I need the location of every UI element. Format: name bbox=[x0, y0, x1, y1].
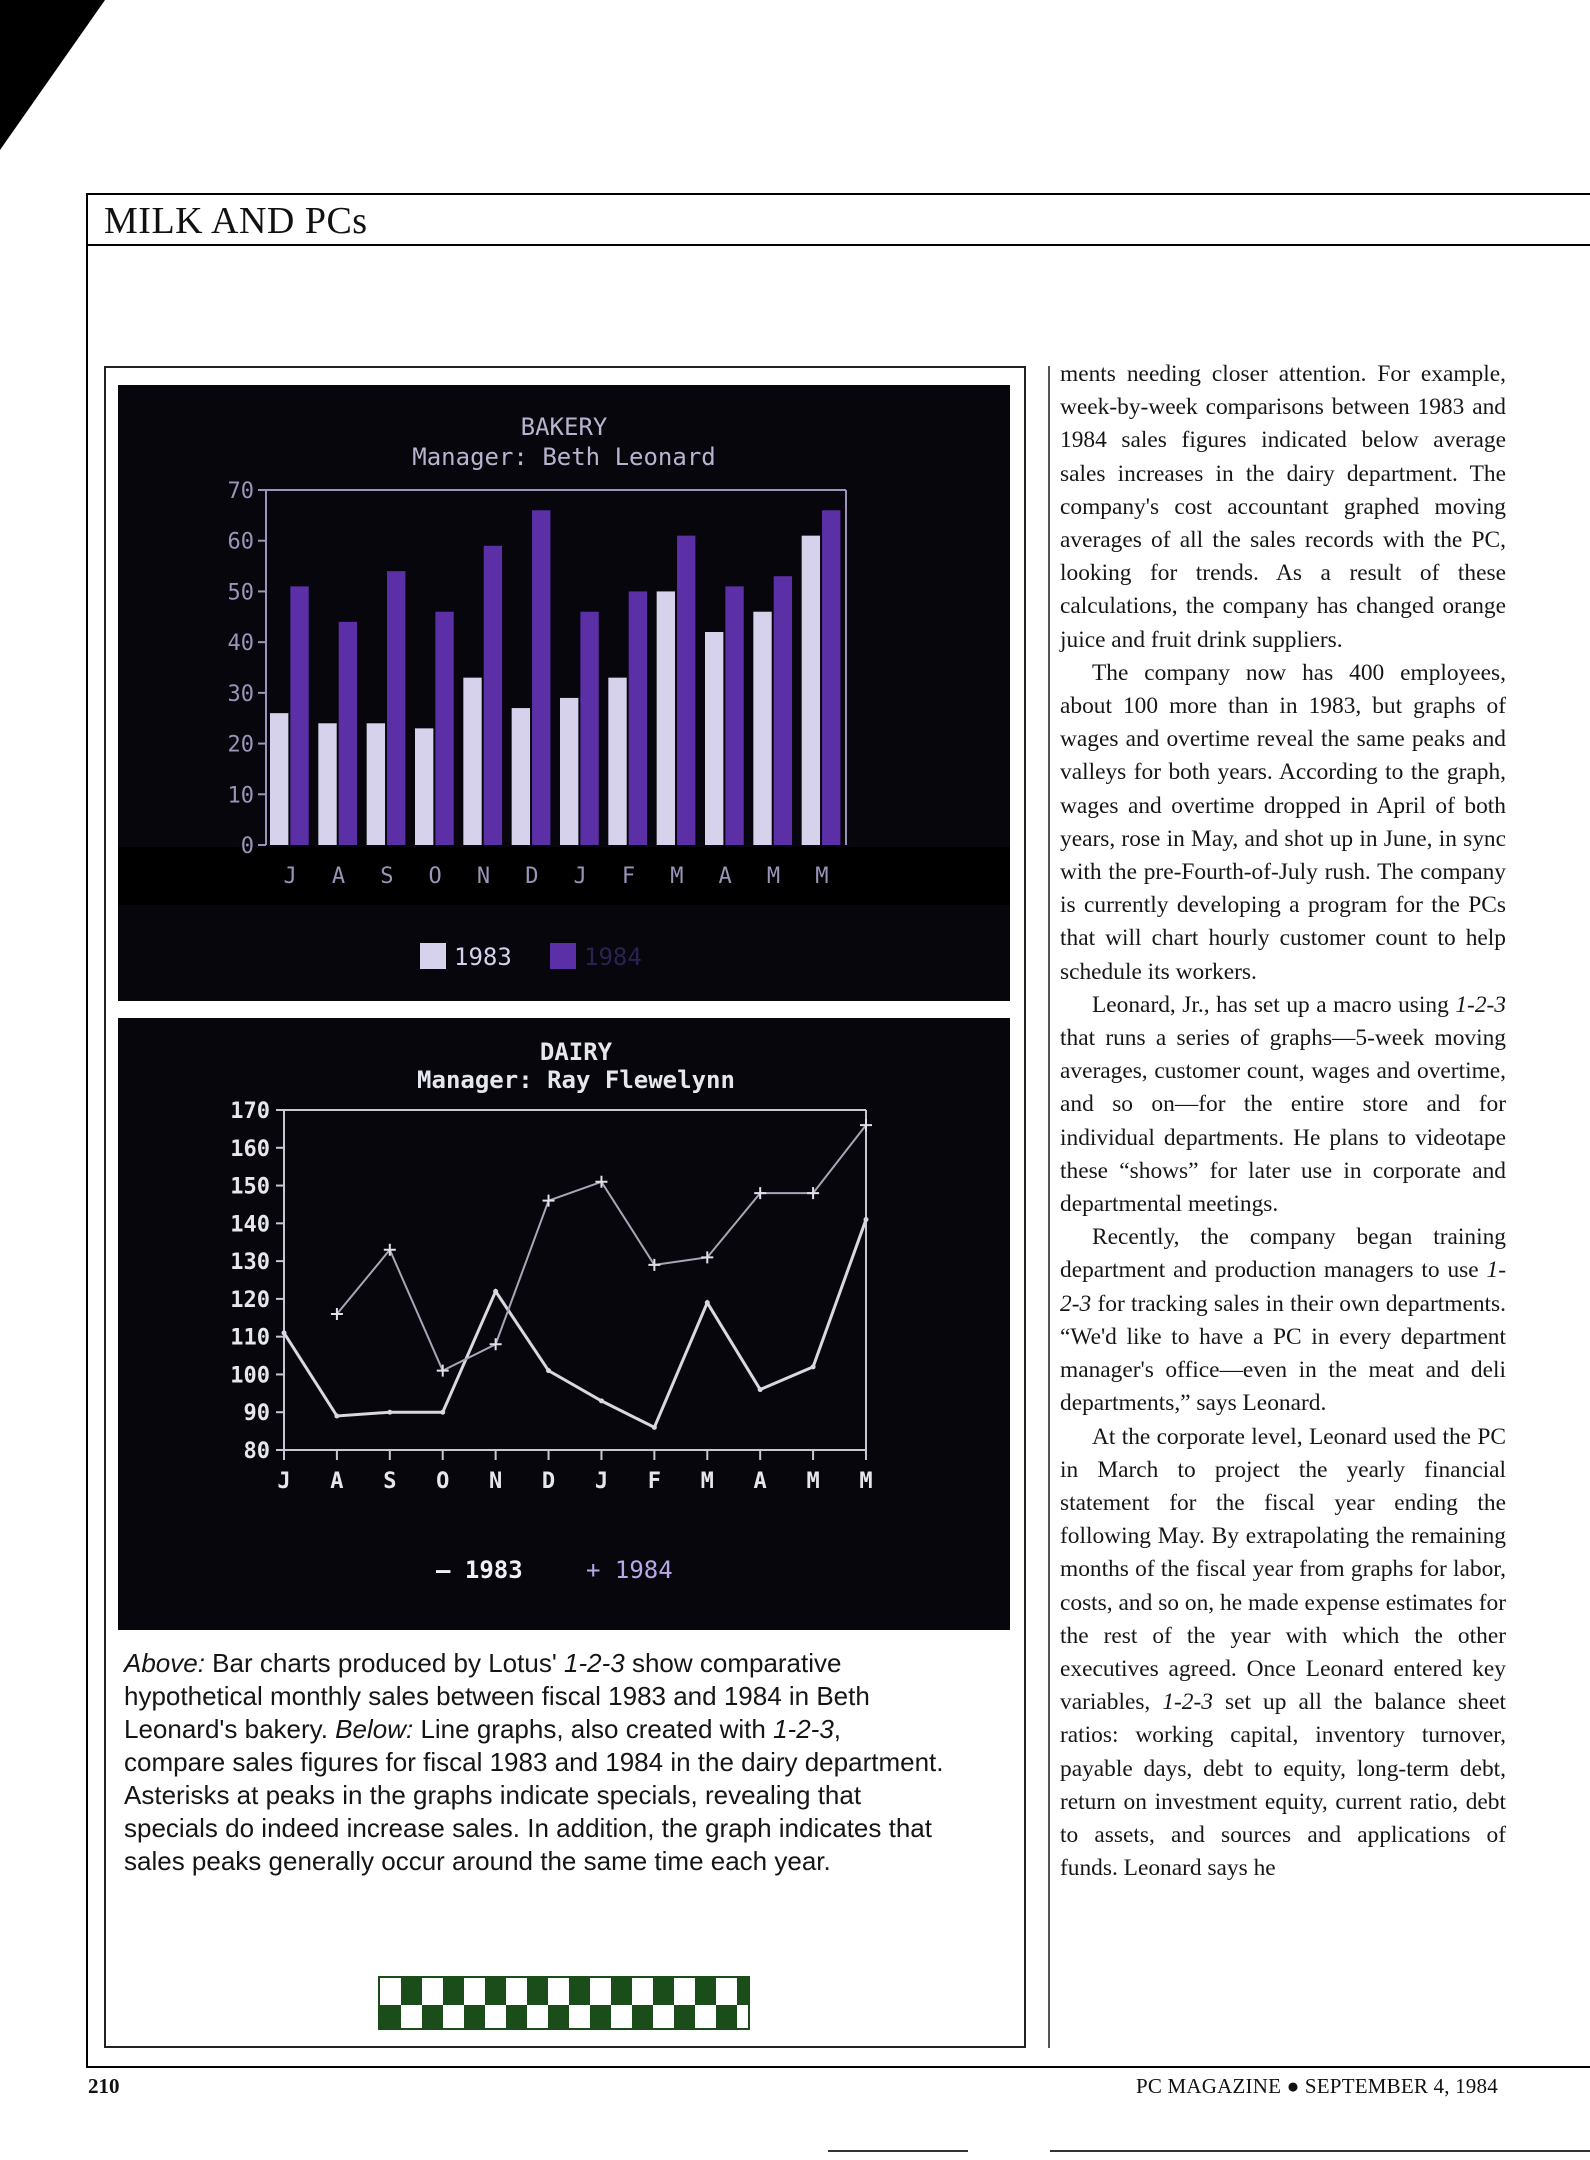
running-footer: PC MAGAZINE ● SEPTEMBER 4, 1984 bbox=[1136, 2074, 1498, 2098]
dairy-line-1984 bbox=[337, 1125, 866, 1371]
page-frame-left bbox=[86, 246, 88, 2068]
dairy-y-tick-label: 120 bbox=[230, 1287, 270, 1313]
p3-text-b: that runs a series of graphs—5-week moving averages, customer count, wages and overtime, and so on—for the entire store and for individual departments. He plans to videotape these “shows” for later use in corporate and departmental meetings. bbox=[1060, 1025, 1506, 1218]
bakery-x-tick-label: N bbox=[476, 864, 491, 889]
dairy-point-1983 bbox=[493, 1289, 498, 1294]
caption-below-label: Below: bbox=[335, 1714, 414, 1744]
corner-crop-mark bbox=[0, 0, 105, 150]
dairy-point-1983 bbox=[864, 1217, 869, 1222]
bakery-bar-1984 bbox=[822, 510, 840, 845]
bakery-y-tick-label: 40 bbox=[227, 631, 254, 657]
figure-caption bbox=[124, 1647, 944, 1878]
bakery-bar-1983 bbox=[608, 678, 626, 845]
dairy-y-tick-label: 100 bbox=[230, 1363, 270, 1389]
p5-text-b: set up all the balance sheet ratios: working capital, inventory turnover, payable days, debt to equity, long-term debt, return on investment equity, current ratio, debt to assets, and sources and applications of funds. Leonard says he bbox=[1060, 1689, 1506, 1882]
dairy-point-1984 bbox=[595, 1176, 607, 1188]
caption-below-text-2: , compare sales figures for fiscal 1983 and 1984 in the dairy department. Asterisks at peaks in the graphs indicate specials, revealing that specials do indeed increase sales. In addition, the graph indicates that sales peaks generally occur around the same time each year. bbox=[124, 1714, 944, 1876]
bakery-x-tick-label: S bbox=[380, 864, 394, 889]
dairy-point-1984 bbox=[437, 1365, 449, 1377]
dairy-y-tick-label: 140 bbox=[230, 1212, 270, 1238]
dairy-point-1983 bbox=[546, 1368, 551, 1373]
p4-text-a: Recently, the company began training department and production managers to use bbox=[1060, 1224, 1506, 1284]
dairy-x-tick-label: J bbox=[594, 1469, 609, 1494]
dairy-point-1983 bbox=[705, 1300, 710, 1305]
caption-above-label: Above: bbox=[124, 1648, 205, 1678]
bakery-x-tick-label: A bbox=[718, 864, 732, 889]
bakery-y-tick-label: 0 bbox=[240, 834, 254, 859]
bakery-bar-1984 bbox=[677, 536, 695, 845]
bakery-bar-1984 bbox=[725, 586, 743, 845]
bakery-bar-1984 bbox=[339, 622, 357, 845]
bakery-bar-1984 bbox=[435, 612, 453, 845]
bakery-y-tick-label: 30 bbox=[227, 681, 254, 707]
dairy-line-chart bbox=[118, 1018, 1010, 1630]
dairy-x-tick-label: J bbox=[277, 1469, 291, 1494]
bakery-x-tick-label: M bbox=[670, 864, 684, 889]
dairy-x-tick-label: A bbox=[753, 1469, 767, 1494]
bakery-bar-1983 bbox=[560, 698, 578, 845]
dairy-legend-1983: — 1983 bbox=[436, 1556, 523, 1584]
bakery-bar-1983 bbox=[463, 678, 481, 845]
dairy-line-1983 bbox=[284, 1220, 866, 1428]
caption-above-text-2: show comparative hypothetical monthly sales between fiscal 1983 and 1984 in Beth Leonard's bakery. bbox=[124, 1648, 870, 1744]
bakery-y-tick-label: 50 bbox=[227, 580, 254, 606]
dairy-point-1983 bbox=[652, 1425, 657, 1430]
article-paragraph-1: ments needing closer attention. For example, week-by-week comparisons between 1983 and 1984 sales figures indicated below average sales increases in the dairy department. The company's cost accountant graphed moving averages of all the sales records with the PC, looking for trends. As a result of these calculations, the company has changed orange juice and fruit drink suppliers. bbox=[1060, 361, 1506, 653]
dairy-point-1984 bbox=[490, 1338, 502, 1350]
dairy-y-tick-label: 130 bbox=[230, 1250, 270, 1276]
dairy-y-tick-label: 170 bbox=[230, 1099, 270, 1124]
dairy-point-1983 bbox=[282, 1330, 287, 1335]
dairy-x-tick-label: M bbox=[806, 1469, 820, 1494]
dairy-y-tick-label: 110 bbox=[230, 1325, 270, 1351]
bakery-bar-1984 bbox=[290, 586, 308, 845]
dairy-y-tick-label: 80 bbox=[243, 1439, 270, 1464]
bottom-rule-b bbox=[1050, 2150, 1590, 2152]
checkerboard-end-ornament bbox=[378, 1976, 750, 2030]
header-rule-bottom bbox=[86, 244, 1590, 246]
section-title: MILK AND PCs bbox=[104, 200, 368, 242]
column-divider bbox=[1048, 366, 1050, 2048]
dairy-y-tick-label: 160 bbox=[230, 1136, 270, 1162]
bakery-bar-1984 bbox=[484, 546, 502, 845]
article-paragraph-3 bbox=[1060, 989, 1506, 1221]
bakery-subtitle: Manager: Beth Leonard bbox=[412, 443, 716, 471]
caption-above-product: 1-2-3 bbox=[564, 1648, 625, 1678]
bakery-bar-1983 bbox=[367, 723, 385, 845]
bottom-rule-a bbox=[828, 2150, 968, 2152]
dairy-y-tick-label: 150 bbox=[230, 1174, 270, 1200]
bakery-legend-swatch-1984 bbox=[550, 943, 576, 969]
p5-text-a: At the corporate level, Leonard used the PC in March to project the yearly financial statement for the fiscal year ending the following May. By extrapolating the remaining months of the fiscal year from graphs for labor, costs, and so on, he made expense estimates for the rest of the year with which the other executives agreed. Once Leonard entered key variables, bbox=[1060, 1423, 1506, 1716]
dairy-point-1983 bbox=[334, 1414, 339, 1419]
article-paragraph-2: The company now has 400 employees, about 100 more than in 1983, but graphs of wages and overtime reveal the same peaks and valleys for both years. According to the graph, wages and overtime dropped in April of both years, rose in May, and shot up in June, in sync with the pre-Fourth-of-July rush. The company is currently developing a program for the PCs that will chart hourly customer count to help schedule its workers. bbox=[1060, 659, 1506, 985]
article-paragraph-4 bbox=[1060, 1221, 1506, 1420]
bakery-x-tick-label: D bbox=[525, 864, 539, 889]
dairy-x-tick-label: F bbox=[647, 1469, 661, 1494]
dairy-x-tick-label: N bbox=[489, 1469, 503, 1494]
article-paragraph-5 bbox=[1060, 1421, 1506, 1886]
caption-below-text-1: Line graphs, also created with bbox=[413, 1714, 774, 1744]
dairy-x-tick-label: A bbox=[330, 1469, 344, 1494]
bakery-legend-label-1983: 1983 bbox=[454, 943, 512, 971]
caption-below-product: 1-2-3 bbox=[773, 1714, 834, 1744]
bakery-x-tick-label: O bbox=[428, 864, 442, 889]
article-body bbox=[1060, 358, 1506, 1885]
dairy-x-tick-label: S bbox=[383, 1469, 397, 1494]
bakery-x-tick-label: F bbox=[621, 864, 636, 889]
bakery-x-tick-label: M bbox=[815, 864, 829, 889]
bakery-title: BAKERY bbox=[520, 413, 608, 441]
bakery-bar-1983 bbox=[270, 713, 288, 845]
bakery-y-tick-label: 70 bbox=[227, 479, 254, 504]
bakery-bar-1984 bbox=[387, 571, 405, 845]
bakery-x-tick-label: M bbox=[766, 864, 781, 889]
bakery-bar-1983 bbox=[415, 728, 433, 845]
dairy-x-tick-label: O bbox=[436, 1469, 450, 1494]
dairy-subtitle: Manager: Ray Flewelynn bbox=[417, 1066, 735, 1094]
page-frame-bottom bbox=[86, 2066, 1590, 2068]
bakery-bar-1983 bbox=[657, 591, 675, 845]
header-rule-left bbox=[86, 193, 88, 246]
p3-text-a: Leonard, Jr., has set up a macro using bbox=[1092, 991, 1456, 1018]
bakery-x-tick-label: J bbox=[573, 864, 587, 889]
dairy-point-1983 bbox=[440, 1410, 445, 1415]
dairy-point-1983 bbox=[758, 1387, 763, 1392]
bakery-bar-1983 bbox=[802, 536, 820, 845]
header-rule-top bbox=[86, 193, 1590, 195]
bakery-legend-swatch-1983 bbox=[420, 943, 446, 969]
bakery-legend-label-1984: 1984 bbox=[584, 943, 642, 971]
caption-above-text-1: Bar charts produced by Lotus' bbox=[204, 1648, 565, 1678]
page-number: 210 bbox=[88, 2074, 120, 2098]
bakery-bar-1983 bbox=[512, 708, 530, 845]
dairy-legend-1984: + 1984 bbox=[586, 1556, 673, 1584]
bakery-bar-1984 bbox=[774, 576, 792, 845]
bakery-bar-1983 bbox=[705, 632, 723, 845]
dairy-point-1983 bbox=[599, 1398, 604, 1403]
dairy-point-1984 bbox=[543, 1195, 555, 1207]
bakery-y-tick-label: 10 bbox=[227, 783, 254, 809]
p4-text-b: for tracking sales in their own departments. “We'd like to have a PC in every department manager's office—even in the meat and deli departments,” says Leonard. bbox=[1060, 1290, 1506, 1417]
bakery-x-tick-label: A bbox=[331, 864, 346, 889]
bakery-bar-1984 bbox=[629, 591, 647, 845]
dairy-point-1984 bbox=[648, 1259, 660, 1271]
dairy-point-1983 bbox=[387, 1410, 392, 1415]
bakery-bar-1983 bbox=[753, 612, 771, 845]
bakery-bar-1984 bbox=[532, 510, 550, 845]
dairy-point-1983 bbox=[811, 1364, 816, 1369]
dairy-x-tick-label: M bbox=[700, 1469, 714, 1494]
bakery-y-tick-label: 60 bbox=[227, 529, 254, 555]
bakery-y-tick-label: 20 bbox=[227, 732, 254, 758]
dairy-title: DAIRY bbox=[539, 1038, 613, 1066]
bakery-bar-chart bbox=[118, 385, 1010, 1001]
dairy-x-tick-label: D bbox=[541, 1469, 556, 1494]
bakery-bar-1984 bbox=[580, 612, 598, 845]
bakery-bar-1983 bbox=[318, 723, 336, 845]
bakery-x-tick-label: J bbox=[283, 864, 297, 889]
p5-product: 1-2-3 bbox=[1162, 1689, 1213, 1716]
dairy-x-tick-label: M bbox=[859, 1469, 873, 1494]
p4-product: 1-2-3 bbox=[1060, 1257, 1506, 1317]
p3-product: 1-2-3 bbox=[1455, 991, 1506, 1018]
dairy-y-tick-label: 90 bbox=[243, 1401, 270, 1427]
